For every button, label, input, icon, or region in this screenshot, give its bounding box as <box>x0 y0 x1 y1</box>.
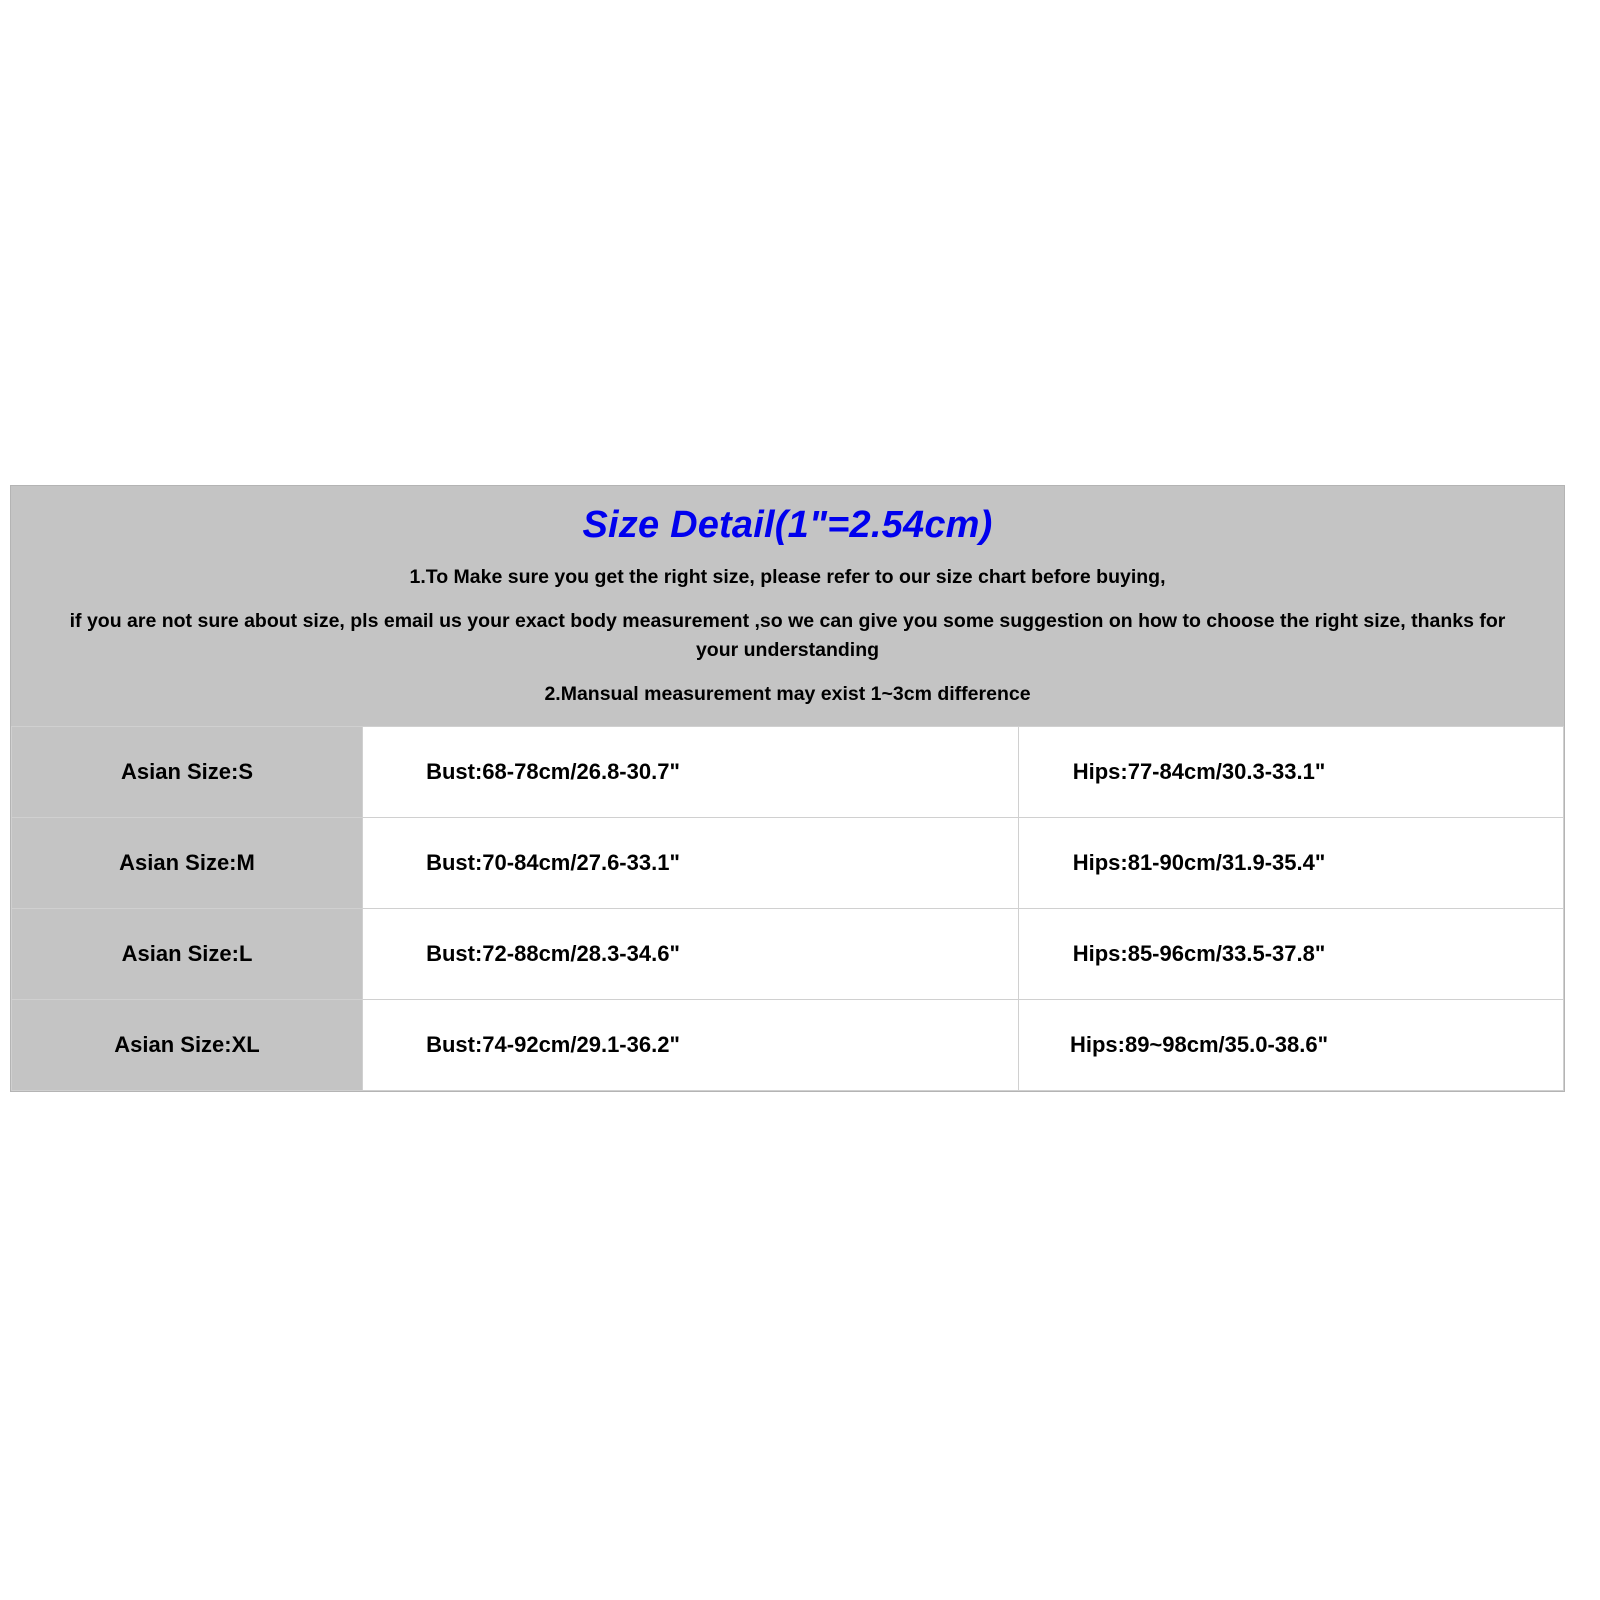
table-row <box>12 1000 1564 1091</box>
hips-text: Hips:85-96cm/33.5-37.8" <box>1072 941 1326 967</box>
hips-cell <box>1019 909 1564 1000</box>
bust-text: Bust:72-88cm/28.3-34.6" <box>426 941 680 967</box>
hips-cell <box>1019 727 1564 818</box>
table-row <box>12 909 1564 1000</box>
size-table <box>11 726 1564 1091</box>
size-label-text: Asian Size:M <box>119 850 255 876</box>
bust-cell <box>363 1000 1019 1091</box>
size-note-2: if you are not sure about size, pls email us your exact body measurement ,so we can give you some suggestion on how to choose the right size, thanks for your understanding <box>69 610 1506 661</box>
size-label-text: Asian Size:L <box>121 941 253 967</box>
hips-text: Hips:81-90cm/31.9-35.4" <box>1072 850 1326 876</box>
size-label-text: Asian Size:S <box>120 759 254 785</box>
bust-text: Bust:70-84cm/27.6-33.1" <box>426 850 680 876</box>
size-chart-panel <box>10 485 1565 1092</box>
table-row <box>12 727 1564 818</box>
size-chart-header <box>11 486 1564 726</box>
size-note-1: 1.To Make sure you get the right size, please refer to our size chart before buying, <box>409 566 1166 588</box>
bust-text: Bust:74-92cm/29.1-36.2" <box>426 1032 680 1058</box>
bust-cell <box>363 909 1019 1000</box>
size-label-cell <box>12 909 363 1000</box>
hips-text: Hips:89~98cm/35.0-38.6" <box>1069 1032 1329 1058</box>
bust-cell <box>363 727 1019 818</box>
page-title: Size Detail(1"=2.54cm) <box>582 504 993 546</box>
size-label-cell <box>12 818 363 909</box>
hips-text: Hips:77-84cm/30.3-33.1" <box>1072 759 1326 785</box>
size-label-text: Asian Size:XL <box>114 1032 260 1058</box>
hips-cell <box>1019 1000 1564 1091</box>
table-row <box>12 818 1564 909</box>
hips-cell <box>1019 818 1564 909</box>
bust-cell <box>363 818 1019 909</box>
size-label-cell <box>12 1000 363 1091</box>
bust-text: Bust:68-78cm/26.8-30.7" <box>426 759 680 785</box>
size-note-3: 2.Mansual measurement may exist 1~3cm difference <box>544 682 1031 705</box>
size-label-cell <box>12 727 363 818</box>
